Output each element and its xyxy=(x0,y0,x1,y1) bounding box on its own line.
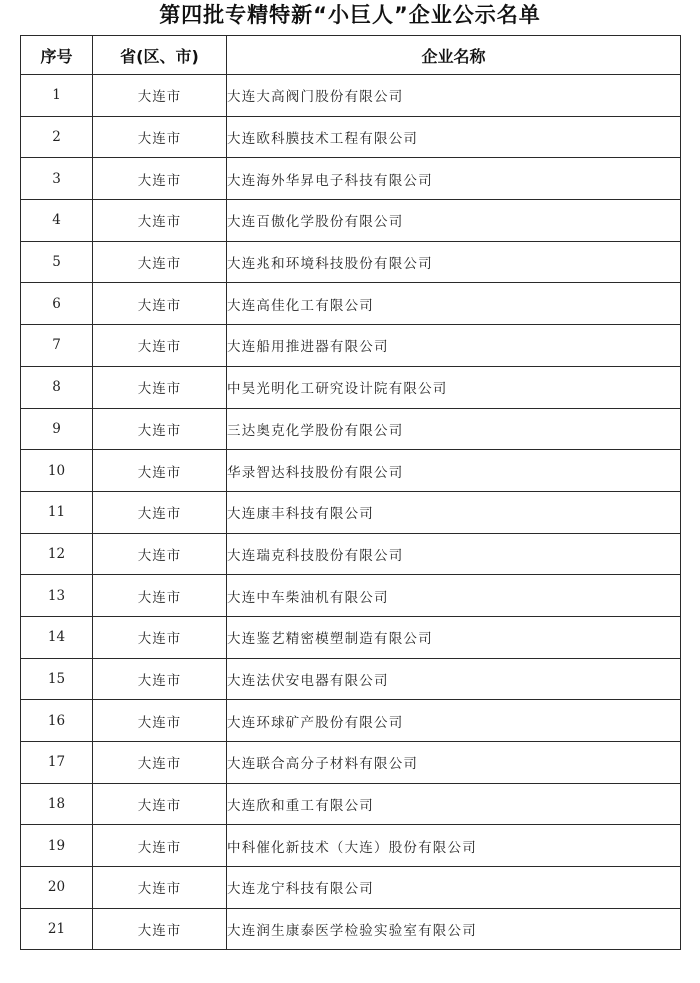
table-row xyxy=(21,283,681,325)
table-row xyxy=(21,158,681,200)
table-header-row xyxy=(21,36,681,75)
table-row xyxy=(21,742,681,784)
company-list-table xyxy=(20,35,681,950)
cell-serial-number: 18 xyxy=(21,783,93,825)
table-row xyxy=(21,200,681,242)
cell-company-name: 大连瑞克科技股份有限公司 xyxy=(227,533,681,575)
table-row xyxy=(21,116,681,158)
cell-serial-number: 17 xyxy=(21,742,93,784)
cell-company-name: 大连船用推进器有限公司 xyxy=(227,325,681,367)
table-row xyxy=(21,450,681,492)
cell-province: 大连市 xyxy=(93,366,227,408)
cell-serial-number: 11 xyxy=(21,491,93,533)
cell-company-name: 中科催化新技术（大连）股份有限公司 xyxy=(227,825,681,867)
cell-company-name: 大连中车柴油机有限公司 xyxy=(227,575,681,617)
cell-serial-number: 7 xyxy=(21,325,93,367)
table-row xyxy=(21,616,681,658)
cell-province: 大连市 xyxy=(93,867,227,909)
cell-province: 大连市 xyxy=(93,742,227,784)
cell-company-name: 大连兆和环境科技股份有限公司 xyxy=(227,241,681,283)
table-row xyxy=(21,491,681,533)
cell-serial-number: 4 xyxy=(21,200,93,242)
table-row xyxy=(21,325,681,367)
cell-province: 大连市 xyxy=(93,616,227,658)
cell-serial-number: 10 xyxy=(21,450,93,492)
cell-province: 大连市 xyxy=(93,241,227,283)
cell-province: 大连市 xyxy=(93,200,227,242)
header-province: 省(区、市) xyxy=(93,36,227,75)
cell-serial-number: 13 xyxy=(21,575,93,617)
table-row xyxy=(21,908,681,950)
cell-province: 大连市 xyxy=(93,283,227,325)
cell-province: 大连市 xyxy=(93,658,227,700)
cell-province: 大连市 xyxy=(93,116,227,158)
cell-province: 大连市 xyxy=(93,783,227,825)
cell-company-name: 大连海外华昇电子科技有限公司 xyxy=(227,158,681,200)
table-row xyxy=(21,825,681,867)
cell-serial-number: 19 xyxy=(21,825,93,867)
cell-company-name: 大连大高阀门股份有限公司 xyxy=(227,75,681,117)
cell-company-name: 大连鉴艺精密模塑制造有限公司 xyxy=(227,616,681,658)
table-body xyxy=(21,75,681,950)
table-row xyxy=(21,241,681,283)
cell-province: 大连市 xyxy=(93,450,227,492)
page-title: 第四批专精特新“小巨人”企业公示名单 xyxy=(159,3,541,27)
cell-company-name: 大连康丰科技有限公司 xyxy=(227,491,681,533)
cell-province: 大连市 xyxy=(93,75,227,117)
cell-serial-number: 16 xyxy=(21,700,93,742)
header-serial-number: 序号 xyxy=(21,36,93,75)
header-company-name: 企业名称 xyxy=(227,36,681,75)
cell-province: 大连市 xyxy=(93,575,227,617)
cell-company-name: 大连法伏安电器有限公司 xyxy=(227,658,681,700)
cell-province: 大连市 xyxy=(93,158,227,200)
cell-province: 大连市 xyxy=(93,491,227,533)
cell-serial-number: 20 xyxy=(21,867,93,909)
cell-province: 大连市 xyxy=(93,408,227,450)
table-row xyxy=(21,533,681,575)
cell-serial-number: 15 xyxy=(21,658,93,700)
cell-serial-number: 9 xyxy=(21,408,93,450)
cell-serial-number: 21 xyxy=(21,908,93,950)
cell-serial-number: 2 xyxy=(21,116,93,158)
table-row xyxy=(21,867,681,909)
cell-serial-number: 6 xyxy=(21,283,93,325)
table-row xyxy=(21,700,681,742)
cell-province: 大连市 xyxy=(93,533,227,575)
cell-company-name: 大连欣和重工有限公司 xyxy=(227,783,681,825)
cell-company-name: 大连润生康泰医学检验实验室有限公司 xyxy=(227,908,681,950)
cell-serial-number: 1 xyxy=(21,75,93,117)
cell-province: 大连市 xyxy=(93,325,227,367)
cell-company-name: 华录智达科技股份有限公司 xyxy=(227,450,681,492)
cell-company-name: 大连高佳化工有限公司 xyxy=(227,283,681,325)
cell-company-name: 大连欧科膜技术工程有限公司 xyxy=(227,116,681,158)
cell-serial-number: 5 xyxy=(21,241,93,283)
table-row xyxy=(21,658,681,700)
table-row xyxy=(21,575,681,617)
cell-company-name: 大连龙宁科技有限公司 xyxy=(227,867,681,909)
table-row xyxy=(21,366,681,408)
cell-province: 大连市 xyxy=(93,700,227,742)
cell-serial-number: 14 xyxy=(21,616,93,658)
cell-serial-number: 3 xyxy=(21,158,93,200)
cell-company-name: 大连百傲化学股份有限公司 xyxy=(227,200,681,242)
cell-province: 大连市 xyxy=(93,908,227,950)
cell-province: 大连市 xyxy=(93,825,227,867)
cell-company-name: 中昊光明化工研究设计院有限公司 xyxy=(227,366,681,408)
cell-serial-number: 12 xyxy=(21,533,93,575)
table-row xyxy=(21,75,681,117)
table-row xyxy=(21,783,681,825)
cell-company-name: 大连联合高分子材料有限公司 xyxy=(227,742,681,784)
table-row xyxy=(21,408,681,450)
cell-company-name: 大连环球矿产股份有限公司 xyxy=(227,700,681,742)
cell-serial-number: 8 xyxy=(21,366,93,408)
cell-company-name: 三达奥克化学股份有限公司 xyxy=(227,408,681,450)
